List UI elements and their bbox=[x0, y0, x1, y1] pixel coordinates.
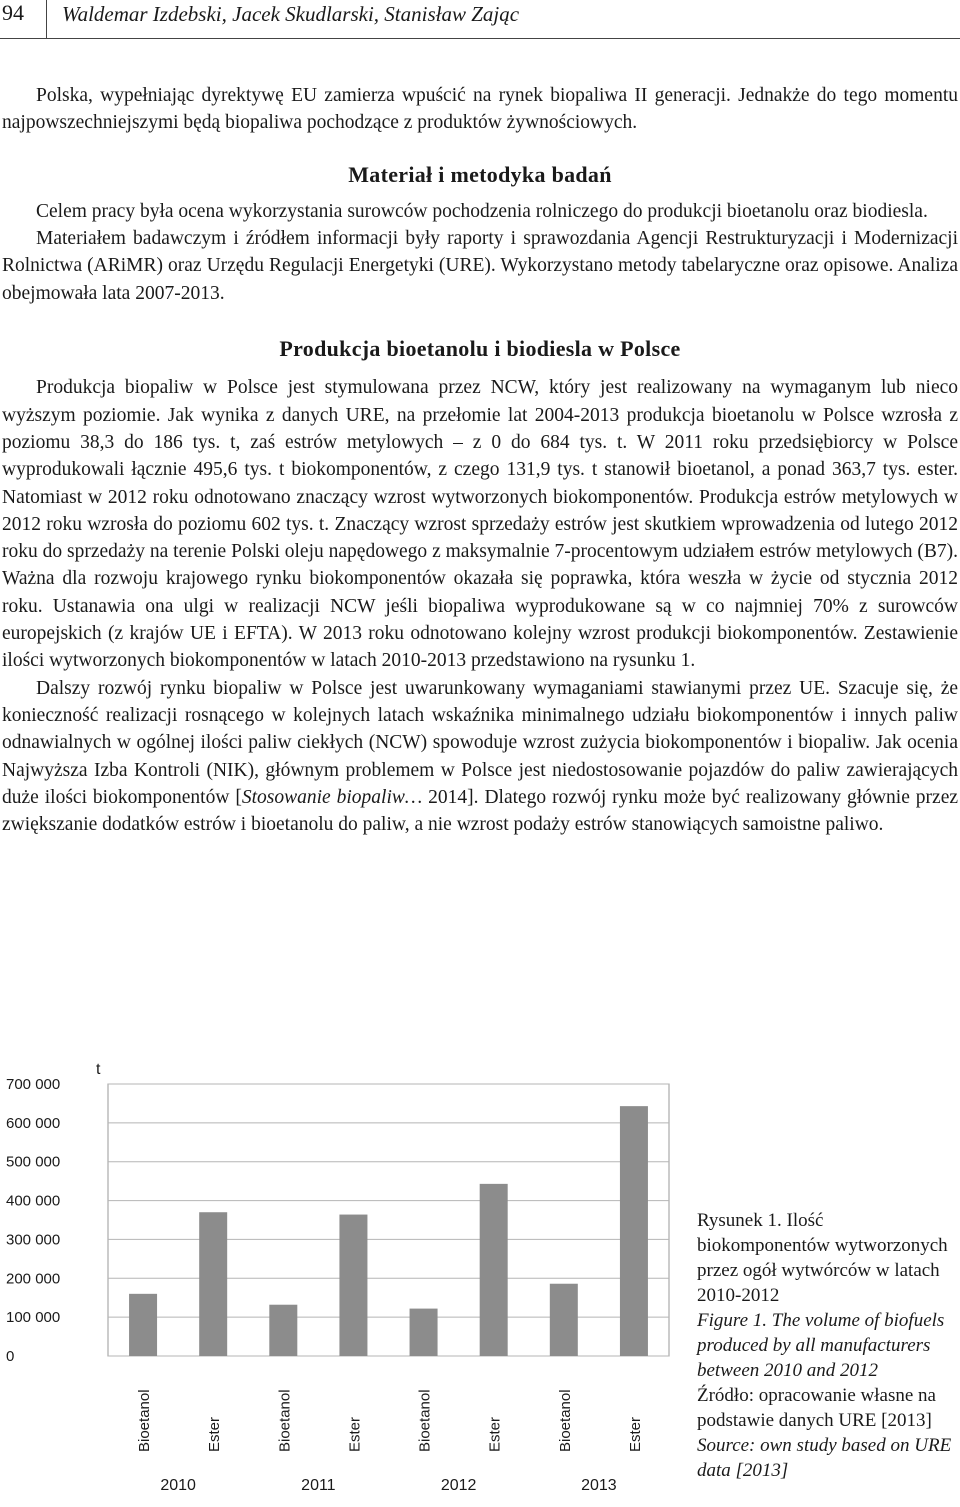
intro-paragraph: Polska, wypełniając dyrektywę EU zamierza wpuścić na rynek biopaliwa II generacji. Jednakże do tego momentu najpowszechniejszymi będą biopaliwa pochodzące z produktów żywnościowych. bbox=[2, 85, 958, 134]
bar bbox=[339, 1215, 367, 1356]
bar bbox=[410, 1309, 438, 1356]
y-tick-label: 600 000 bbox=[6, 1114, 61, 1132]
y-tick-label: 0 bbox=[6, 1348, 15, 1365]
production-paragraph-2-part-a: Dalszy rozwój rynku biopaliw w Polsce jest uwarunkowany wymaganiami stawianymi przez UE. Szacuje się, że konieczność realizacji rosnącego w kolejnych latach wskaźnika minimalnego udziału biokomponentów i innych paliw odnawialnych w ogólnej ilości paliw ciekłych (NCW) spowoduje wzrost zużycia biokomponentów i biopaliw. Jak ocenia Najwyższa Izba Kontroli (NIK), głównym problemem w Polsce jest niedostosowanie pojazdów do paliw zawierających duże ilości biokomponentów [ bbox=[2, 677, 958, 808]
y-tick-label: 500 000 bbox=[6, 1153, 61, 1171]
production-paragraph-1: Produkcja biopaliw w Polsce jest stymulowana przez NCW, który jest realizowany na wymaganym lub nieco wyższym poziomie. Jak wynika z danych URE, na przełomie lat 2004-2013 produkcja bioetanolu w Polsce wzrosła z poziomu 38,3 do 186 tys. t, zaś estrów metylowych – z 0 do 684 tys. t. W 2011 roku przedsiębiorcy w Polsce wyprodukowali łącznie 495,6 tys. t biokomponentów, z czego 131,9 tys. t stanowił bioetanol, a ponad 363,7 tys. ester. Natomiast w 2012 roku odnotowano znaczący wzrost wytworzonych biokomponentów. Produkcja estrów metylowych w 2012 roku wzrosła do poziomu 602 tys. t. Znaczący wzrost sprzedaży estrów jest skutkiem wprowadzenia od lutego 2012 roku do sprzedaży na terenie Polski oleju napędowego z maksymalnie 7-procentowym udziałem estrów metylowych (B7). Ważna dla rozwoju krajowego rynku biokomponentów okazała się poprawka, która weszła w życie od stycznia 2012 roku. Ustanawia ona ulgi w realizacji NCW jeśli biopaliwa wyprodukowane są w co najmniej 70% z surowców europejskich (z krajów UE i EFTA). W 2013 roku odnotowano kolejny wzrost produkcji biokomponentów. Zestawienie ilości wytworzonych biokomponentów w latach 2010-2013 przedstawiono na rysunku 1. bbox=[2, 377, 958, 672]
category-label: Bioetanol bbox=[556, 1389, 574, 1452]
section-heading-production: Produkcja bioetanolu i biodiesla w Polsce bbox=[279, 336, 681, 362]
page-number: 94 bbox=[2, 0, 24, 25]
year-label: 2012 bbox=[440, 1477, 477, 1494]
page-header bbox=[0, 0, 960, 40]
caption-source-english: Source: own study based on URE data [2013] bbox=[697, 1435, 952, 1481]
y-tick-label: 400 000 bbox=[6, 1192, 61, 1210]
y-tick-label: 100 000 bbox=[6, 1309, 61, 1327]
figure-1-caption bbox=[697, 1208, 959, 1483]
y-tick-label: 200 000 bbox=[6, 1270, 61, 1288]
header-vertical-rule bbox=[46, 0, 47, 38]
category-label: Ester bbox=[486, 1416, 504, 1452]
y-tick-label: 700 000 bbox=[6, 1076, 61, 1093]
category-label: Ester bbox=[626, 1416, 644, 1452]
article-body bbox=[2, 82, 958, 838]
year-label: 2010 bbox=[160, 1477, 196, 1494]
production-paragraph-2 bbox=[2, 675, 958, 839]
bar bbox=[129, 1294, 157, 1356]
methods-paragraph-2: Materiałem badawczym i źródłem informacji były raporty i sprawozdania Agencji Restrukturyzacji i Modernizacji Rolnictwa (ARiMR) oraz Urzędu Regulacji Energetyki (URE). Wykorzystano metody tabelaryczne oraz opisowe. Analiza obejmowała lata 2007-2013. bbox=[2, 228, 958, 304]
methods-paragraph-1: Celem pracy była ocena wykorzystania surowców pochodzenia rolniczego do produkcji bioetanolu oraz biodiesla. bbox=[36, 200, 928, 222]
y-tick-label: 300 000 bbox=[6, 1231, 61, 1249]
y-axis-unit: t bbox=[96, 1061, 101, 1078]
figure-1-chart bbox=[0, 1050, 680, 1507]
bar bbox=[550, 1284, 578, 1356]
running-head-authors: Waldemar Izdebski, Jacek Skudlarski, Stanisław Zając bbox=[62, 2, 520, 26]
category-label: Ester bbox=[346, 1416, 364, 1452]
citation-italic: Stosowanie biopaliw… bbox=[241, 786, 423, 808]
category-label: Bioetanol bbox=[136, 1389, 154, 1452]
category-label: Ester bbox=[206, 1416, 224, 1452]
caption-english: Figure 1. The volume of biofuels produced by all manufacturers between 2010 and 2012 bbox=[697, 1310, 945, 1381]
category-label: Bioetanol bbox=[416, 1389, 434, 1452]
bar-chart-svg bbox=[0, 1050, 680, 1507]
plot-frame bbox=[108, 1084, 669, 1356]
year-label: 2011 bbox=[301, 1477, 336, 1494]
caption-source-polish: Źródło: opracowanie własne na podstawie danych URE [2013] bbox=[697, 1385, 936, 1431]
caption-polish: Rysunek 1. Ilość biokomponentów wytworzonych przez ogół wytwórców w latach 2010-2012 bbox=[697, 1210, 948, 1306]
section-heading-methods: Materiał i metodyka badań bbox=[348, 161, 612, 187]
category-label: Bioetanol bbox=[276, 1389, 294, 1452]
production-paragraph-2-part-b: 2014]. Dlatego rozwój rynku może być realizowany głównie przez zwiększanie dodatków estrów i bioetanolu do paliw, a nie wzrost podaży estrów stanowiących samoistne paliwo. bbox=[2, 786, 959, 836]
bar bbox=[620, 1106, 648, 1356]
bar bbox=[480, 1184, 508, 1356]
bar bbox=[199, 1212, 227, 1356]
header-horizontal-rule bbox=[0, 38, 960, 39]
year-label: 2013 bbox=[581, 1477, 617, 1494]
bar bbox=[269, 1305, 297, 1356]
